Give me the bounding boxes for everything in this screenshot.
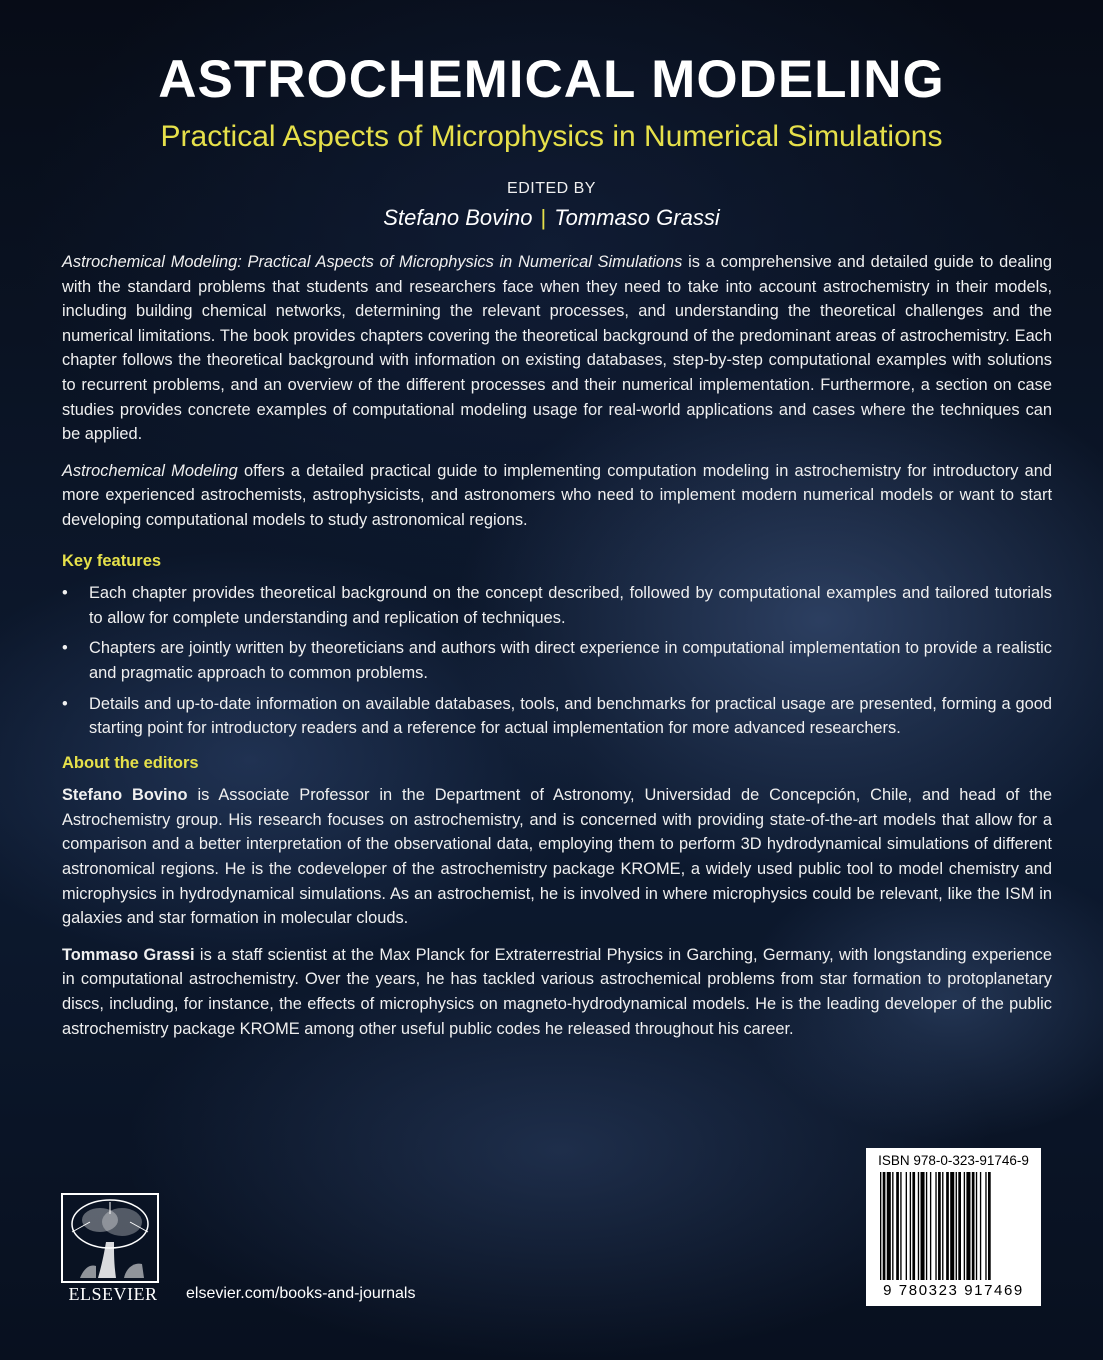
book-title-short-italic: Astrochemical Modeling bbox=[62, 461, 238, 480]
feature-item bbox=[62, 581, 1052, 630]
feature-text: Each chapter provides theoretical background on the concept described, followed by computational examples and tailored tutorials to allow for complete understanding and replication of techniques. bbox=[89, 584, 1052, 627]
barcode-icon bbox=[880, 1172, 1027, 1284]
editor-name-1: Stefano Bovino bbox=[383, 205, 533, 230]
key-features-list bbox=[62, 581, 1052, 741]
description-text-1: is a comprehensive and detailed guide to dealing with the standard problems that students and researchers face when they need to take into account astrochemistry in their models, including building chemical networks, determining the relevant processes, and understanding the theoretical challenges and the numerical limitations. The book provides chapters covering the theoretical background of the predominant areas of astrochemistry. Each chapter follows the theoretical background with information on existing databases, step-by-step computational examples with solutions to recurrent problems, and an overview of the different processes and their numerical implementation. Furthermore, a section on case studies provides concrete examples of computational modeling usage for real-world applications and cases where the techniques can be applied. bbox=[62, 253, 1052, 444]
publisher-website: elsevier.com/books-and-journals bbox=[186, 1285, 416, 1302]
description-text-2: offers a detailed practical guide to implementing computation modeling in astrochemistry for introductory and more experienced astrochemists, astrophysicists, and astronomers who need to implement modern numerical models or want to start developing computational models to study astronomical regions. bbox=[62, 461, 1052, 529]
key-features-heading: Key features bbox=[62, 551, 162, 570]
bio-text-1: is Associate Professor in the Department of Astronomy, Universidad de Concepción, Chile, and head of the Astrochemistry group. His research focuses on astrochemistry, and is concerned with providing state-of-the-art models that allow for a comparison and a better interpretation of the observational data, employing them to perform 3D hydrodynamical simulations of different astronomical regions. He is the codeveloper of the astrochemistry package KROME, a widely used public tool to model chemistry and microphysics in hydrodynamical simulations. As an astrochemist, he is involved in where microphysics could be relevant, like the ISM in galaxies and star formation in molecular clouds. bbox=[62, 786, 1052, 928]
feature-text: Details and up-to-date information on available databases, tools, and benchmarks for practical usage are presented, forming a good starting point for introductory readers and a reference for actual implementation for more advanced researchers. bbox=[89, 694, 1052, 738]
isbn-label: ISBN 978-0-323-91746-9 bbox=[878, 1153, 1029, 1168]
editor-separator: | bbox=[540, 205, 547, 230]
editor-bio-1 bbox=[62, 783, 1052, 931]
back-cover-text bbox=[62, 250, 1052, 1053]
publisher-name: ELSEVIER bbox=[68, 1284, 158, 1304]
bullet: • bbox=[62, 639, 68, 658]
bio-name-2: Tommaso Grassi bbox=[62, 945, 195, 964]
barcode-digits: 9 780323 917469 bbox=[883, 1282, 1024, 1299]
description-paragraph-2 bbox=[62, 459, 1052, 533]
about-editors-heading: About the editors bbox=[62, 753, 199, 772]
book-title-italic: Astrochemical Modeling: Practical Aspects of Microphysics in Numerical Simulations bbox=[62, 253, 683, 271]
edited-by-label: EDITED BY bbox=[507, 180, 596, 197]
feature-text: Chapters are jointly written by theoreticians and authors with direct experience in computational implementation to provide a realistic and pragmatic approach to common problems. bbox=[89, 639, 1052, 682]
bio-name-1: Stefano Bovino bbox=[62, 786, 188, 805]
bullet: • bbox=[62, 584, 68, 603]
feature-item bbox=[62, 692, 1052, 741]
bullet: • bbox=[62, 694, 68, 713]
book-title: ASTROCHEMICAL MODELING bbox=[158, 50, 945, 109]
book-subtitle: Practical Aspects of Microphysics in Numerical Simulations bbox=[160, 120, 943, 153]
isbn-barcode-box bbox=[866, 1148, 1041, 1306]
description-paragraph-1 bbox=[62, 250, 1052, 447]
bio-text-2: is a staff scientist at the Max Planck for Extraterrestrial Physics in Garching, Germany, with longstanding experience in computational astrochemistry. Over the years, he has tackled various astrochemical problems from star formation to protoplanetary discs, including, for instance, the effects of microphysics on magneto-hydrodynamical models. He is the leading developer of the public astrochemistry package KROME among other useful public codes he released throughout his career. bbox=[62, 945, 1052, 1038]
editor-bio-2 bbox=[62, 943, 1052, 1041]
editors-line bbox=[0, 205, 1103, 231]
feature-item bbox=[62, 636, 1052, 685]
editor-name-2: Tommaso Grassi bbox=[554, 205, 720, 230]
